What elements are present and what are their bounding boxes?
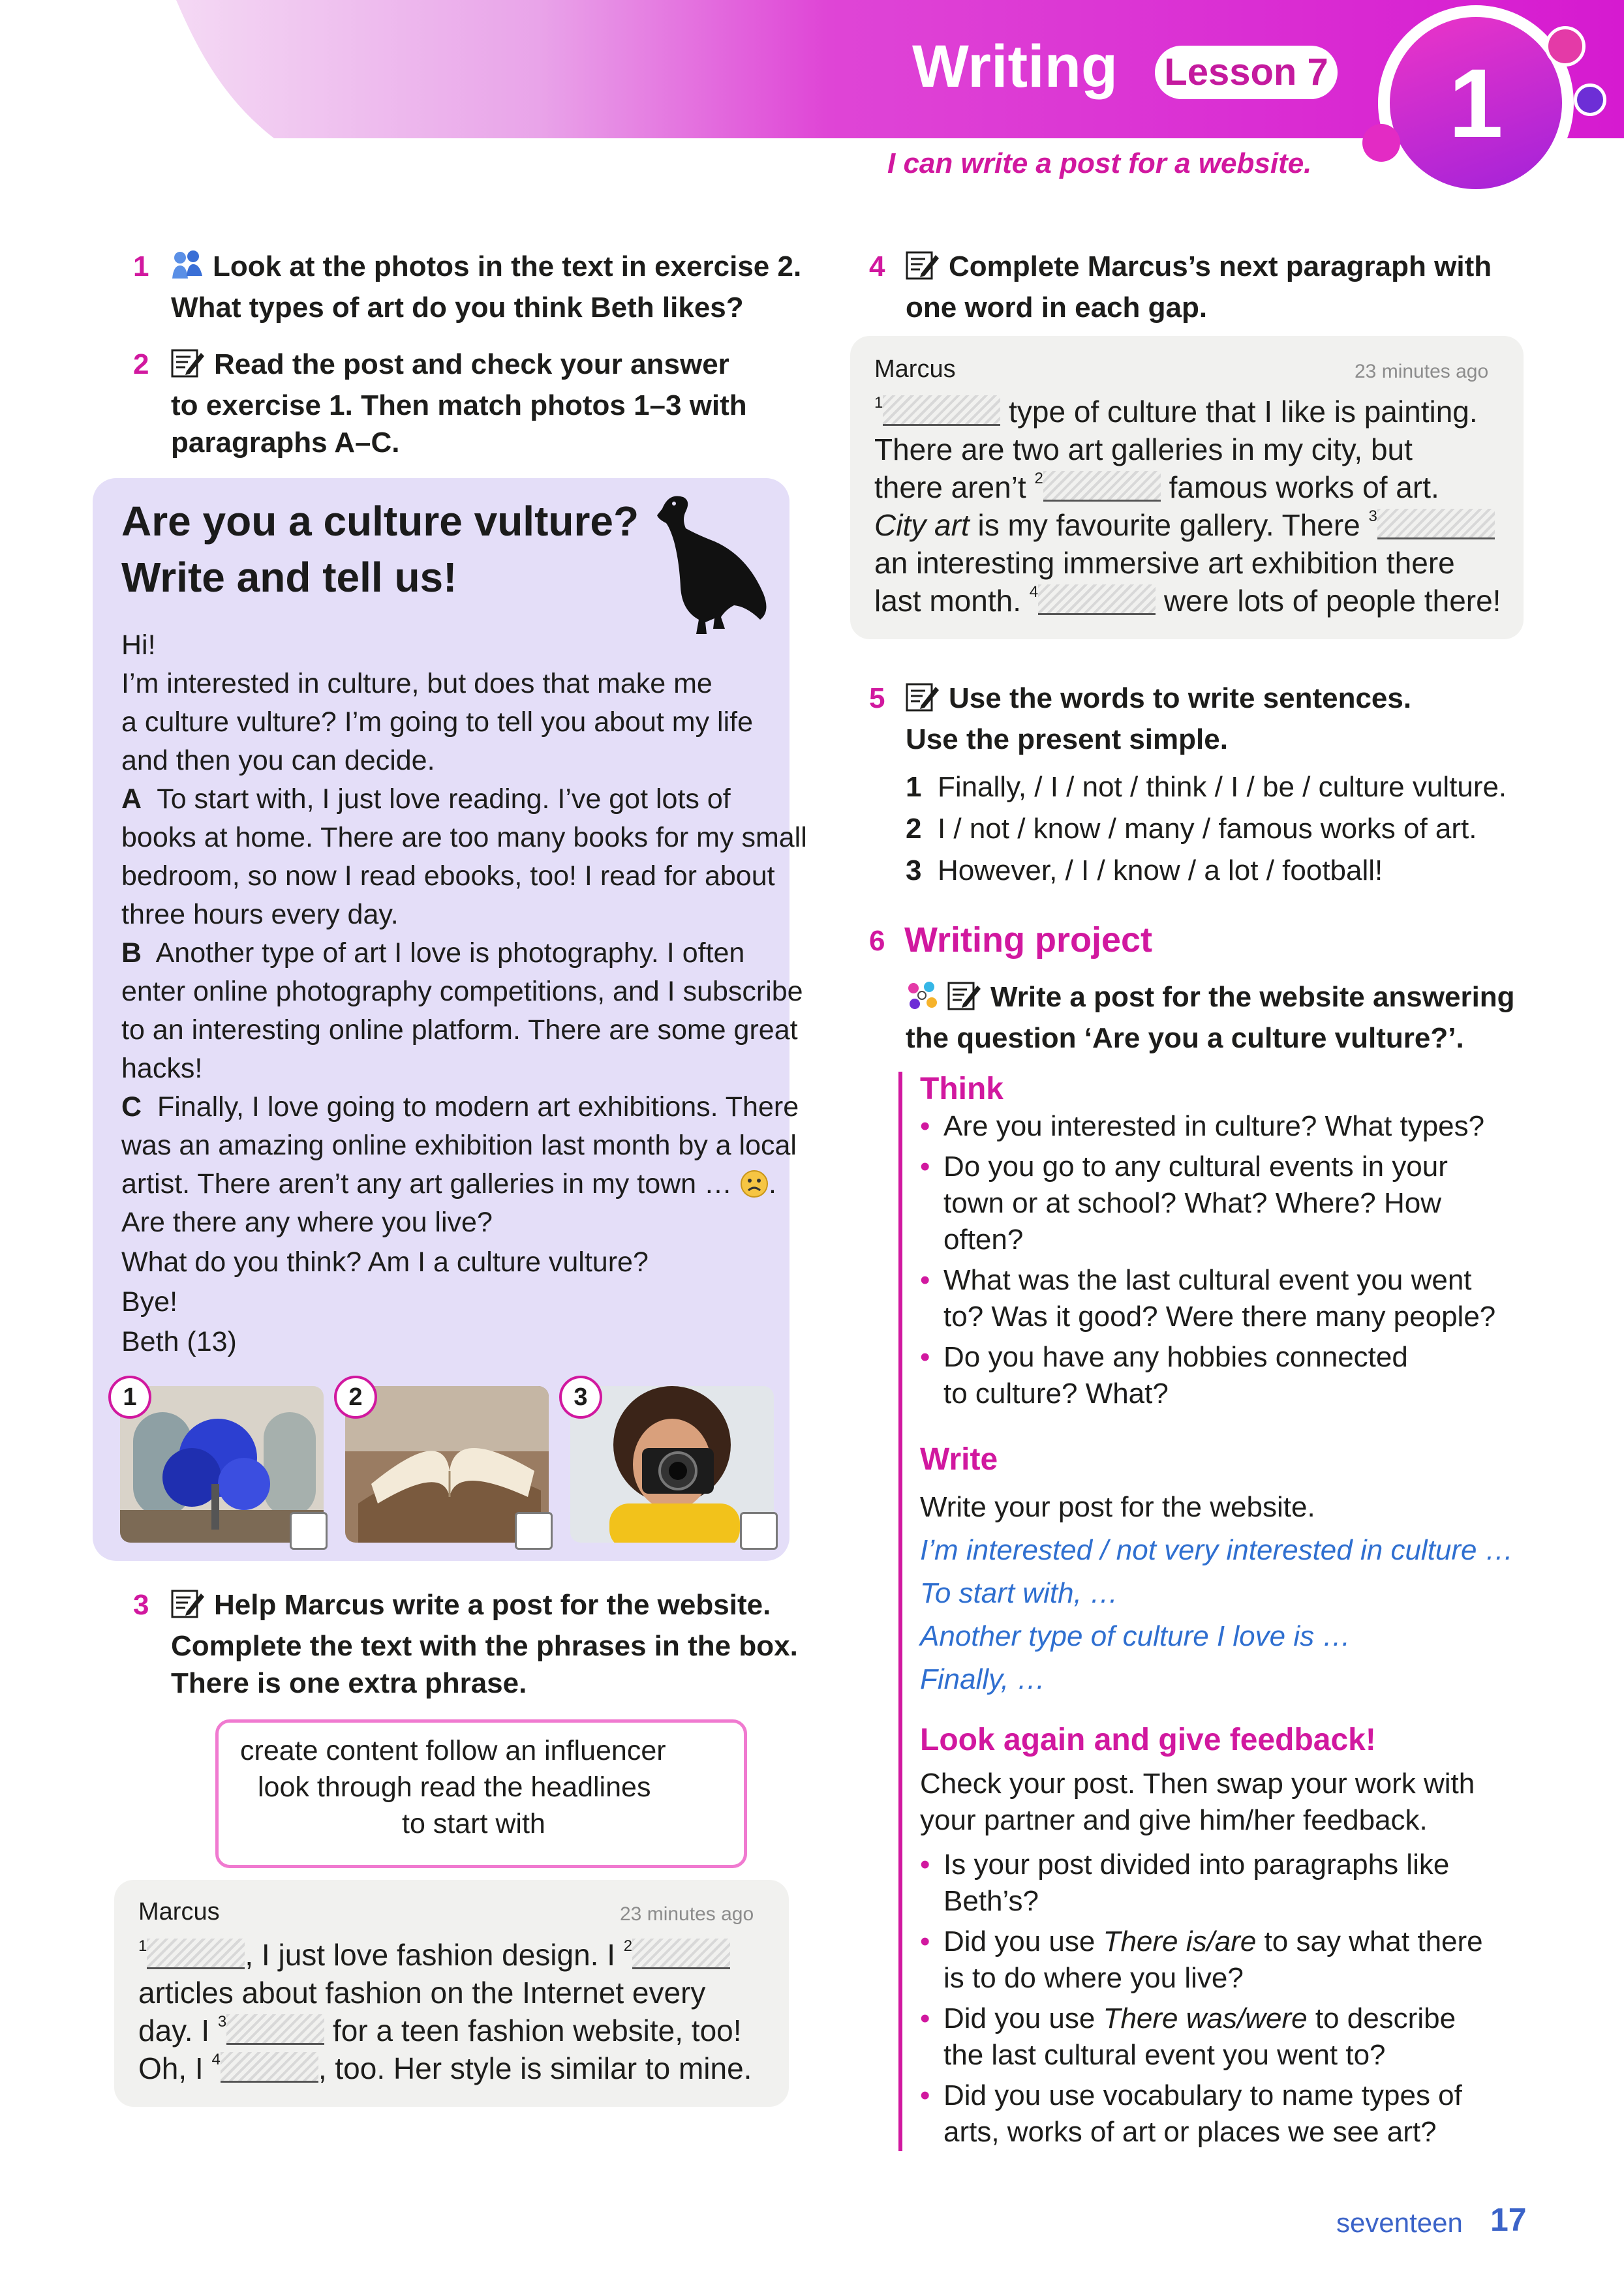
post-author: Marcus [138,1898,220,1926]
writing-icon [171,348,205,387]
post-line: and then you can decide. [121,745,435,776]
pair-work-icon [171,250,204,289]
post-text-line: last month. $^4$ were lots of people there! [874,583,1501,618]
post-line: enter online photography competitions, and I subscribe [121,976,803,1007]
write-prompt: Another type of culture I love is … [920,1620,1351,1652]
post-line: What do you think? Am I a culture vulture? [121,1246,649,1278]
instruction-line: Read the post and check your answer [214,348,729,380]
exercise-1-number: 1 [133,250,149,282]
feedback-line: the last cultural event you went to? [943,2039,1386,2071]
exercise-6-number: 6 [869,925,885,957]
post-paragraph-a: A To start with, I just love reading. I’ve got lots of [121,783,731,815]
sentence-item: 1 Finally, / I / not / think / I / be / culture vulture. [906,771,1507,803]
feedback-line: Beth’s? [943,1885,1039,1917]
post-paragraph-c: C Finally, I love going to modern art exhibitions. There [121,1091,799,1123]
feedback-intro: your partner and give him/her feedback. [920,1804,1428,1836]
writing-icon [947,980,981,1020]
bullet-dot: • [920,1264,930,1296]
post-line: Hi! [121,629,156,661]
unit-number: 1 [1448,48,1503,158]
answer-gap[interactable] [1038,584,1156,615]
instruction-line: one word in each gap. [906,292,1208,324]
lesson-objective: I can write a post for a website. [887,147,1312,179]
instruction-line: Complete the text with the phrases in the box. [171,1630,798,1662]
exercise-3-number: 3 [133,1589,149,1621]
post-line: I’m interested in culture, but does that make me [121,668,712,699]
write-prompt: Finally, … [920,1663,1046,1695]
feedback-line: Did you use There was/were to describe [943,2002,1456,2034]
photo-number: 3 [559,1376,602,1419]
post-line: to an interesting online platform. There are some great [121,1014,798,1046]
think-line: Are you interested in culture? What types? [943,1110,1485,1142]
think-line: town or at school? What? Where? How [943,1187,1442,1219]
bullet-dot: • [920,2002,930,2034]
post-text-line: there aren’t $^2$ famous works of art. [874,470,1439,504]
post-title: Are you a culture vulture? Write and tell us! [121,498,639,601]
answer-gap[interactable] [226,2014,324,2045]
post-timestamp: 23 minutes ago [620,1903,754,1925]
feedback-heading: Look again and give feedback! [920,1723,1376,1757]
post-line: books at home. There are too many books for my small [121,822,807,853]
post-author: Marcus [874,355,956,383]
feedback-line: arts, works of art or places we see art? [943,2116,1437,2148]
post-line: hacks! [121,1053,203,1084]
lesson-badge: Lesson 7 [1155,46,1338,99]
page-number: 17 [1490,2201,1527,2238]
answer-gap[interactable] [147,1939,245,1969]
feedback-line: Did you use vocabulary to name types of [943,2079,1462,2111]
answer-gap[interactable] [632,1939,730,1969]
decorative-dot [1362,124,1400,162]
phrase-line: look through read the headlines [258,1772,651,1803]
exercise-5-number: 5 [869,682,885,714]
answer-gap[interactable] [1043,471,1161,502]
think-line: often? [943,1224,1024,1256]
answer-box[interactable] [740,1512,778,1550]
post-text-line: day. I $^3$ for a teen fashion website, too! [138,2013,742,2047]
decorative-dot [1574,83,1606,116]
exercise-3-instruction [171,1586,798,1702]
post-line: Are there any where you live? [121,1207,493,1238]
write-prompt: I’m interested / not very interested in culture … [920,1534,1514,1566]
post-text-line: City art is my favourite gallery. There $^3$ [874,507,1495,543]
instruction-line: Use the present simple. [906,723,1228,755]
post-text-line: There are two art galleries in my city, but [874,432,1413,466]
feedback-line: Did you use There is/are to say what there [943,1926,1483,1957]
bullet-dot: • [920,1151,930,1183]
bullet-dot: • [920,1341,930,1373]
photo-number: 2 [334,1376,377,1419]
bullet-dot: • [920,1849,930,1881]
exercise-2-number: 2 [133,348,149,380]
think-line: Do you have any hobbies connected [943,1341,1408,1373]
answer-gap[interactable] [883,395,1000,426]
writing-icon [171,1588,205,1627]
post-text-line: articles about fashion on the Internet every [138,1976,706,2010]
post-line: bedroom, so now I read ebooks, too! I read for about [121,860,775,892]
exercise-5-instruction [906,680,1411,758]
think-heading: Think [920,1072,1004,1106]
bullet-dot: • [920,1110,930,1142]
exercise-4-instruction [906,248,1492,326]
decorative-dot [1545,26,1586,67]
post-text-line: $^1$ , I just love fashion design. I $^2$ [138,1937,730,1972]
think-line: What was the last cultural event you went [943,1264,1472,1296]
answer-gap[interactable] [1377,509,1495,539]
writing-project-title: Writing project [904,920,1153,959]
write-prompt: To start with, … [920,1577,1119,1609]
post-line: was an amazing online exhibition last month by a local [121,1130,797,1161]
post-timestamp: 23 minutes ago [1355,361,1489,382]
answer-box[interactable] [290,1512,328,1550]
post-text-line: an interesting immersive art exhibition there [874,546,1455,580]
post-line: Bye! [121,1286,178,1318]
vulture-icon [643,489,773,642]
think-line: to? Was it good? Were there many people? [943,1301,1496,1333]
exercise-1-instruction [171,248,801,326]
feedback-line: Is your post divided into paragraphs like [943,1849,1450,1881]
instruction-line: What types of art do you think Beth likes? [171,292,744,324]
phrase-line: to start with [402,1808,545,1839]
instruction-line: Look at the photos in the text in exercise 2. [213,250,802,282]
instruction-line: the question ‘Are you a culture vulture?’. [906,1022,1464,1054]
instruction-line: Use the words to write sentences. [949,682,1412,714]
sad-face-icon [740,1168,769,1200]
answer-box[interactable] [515,1512,553,1550]
post-paragraph-b: B Another type of art I love is photography. I often [121,937,745,969]
post-line: three hours every day. [121,899,399,930]
feedback-line: is to do where you live? [943,1962,1244,1994]
bullet-dot: • [920,2079,930,2111]
writing-icon [906,682,940,721]
post-signature: Beth (13) [121,1326,237,1357]
write-intro: Write your post for the website. [920,1491,1315,1523]
page-title: Writing [912,33,1118,100]
think-line: Do you go to any cultural events in your [943,1151,1448,1183]
instruction-line: Write a post for the website answering [990,981,1515,1013]
exercise-2-instruction [171,346,747,461]
page-number-word: seventeen [1336,2207,1463,2238]
bullet-dot: • [920,1926,930,1957]
instruction-line: Complete Marcus’s next paragraph with [949,250,1492,282]
post-line: a culture vulture? I’m going to tell you about my life [121,706,754,738]
sentence-item: 2 I / not / know / many / famous works of art. [906,813,1477,845]
instruction-line: There is one extra phrase. [171,1667,527,1699]
project-icon [906,980,938,1020]
exercise-4-number: 4 [869,250,885,282]
instruction-line: paragraphs A–C. [171,427,400,459]
sentence-item: 3 However, / I / know / a lot / football! [906,854,1383,886]
instruction-line: Help Marcus write a post for the website. [214,1589,771,1621]
exercise-6-instruction [906,978,1515,1057]
writing-icon [906,250,940,289]
post-text-line: Oh, I $^4$ , too. Her style is similar to mine. [138,2051,752,2085]
write-heading: Write [920,1442,998,1477]
think-line: to culture? What? [943,1378,1169,1410]
post-line: artist. There aren’t any art galleries in my town … . [121,1168,776,1200]
phrase-line: create content follow an influencer [240,1735,666,1766]
photo-number: 1 [108,1376,151,1419]
post-text-line: $^1$ type of culture that I like is painting. [874,394,1478,429]
answer-gap[interactable] [221,2052,318,2083]
instruction-line: to exercise 1. Then match photos 1–3 with [171,389,747,421]
project-accent-bar [898,1072,902,2151]
feedback-intro: Check your post. Then swap your work with [920,1768,1475,1800]
